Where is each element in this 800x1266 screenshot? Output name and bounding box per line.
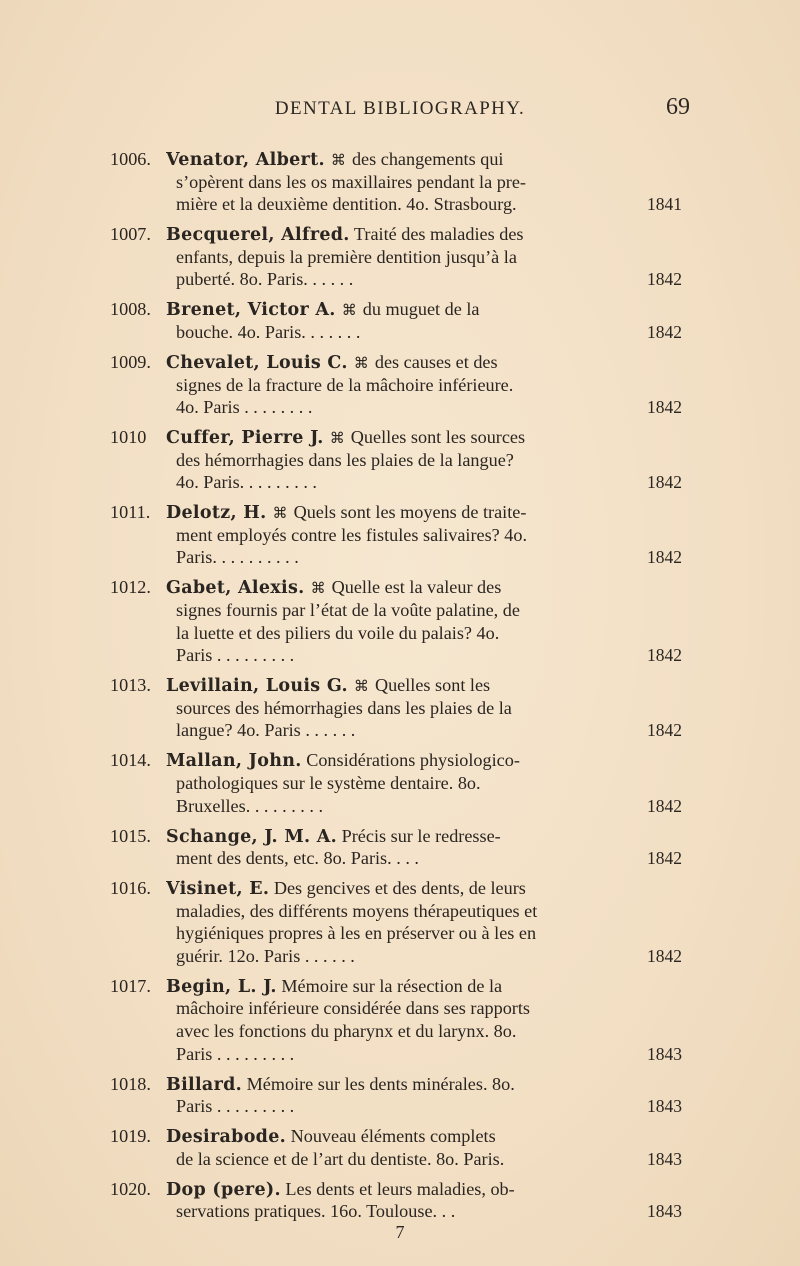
bibliography-entry: [0, 749, 800, 824]
running-title: DENTAL BIBLIOGRAPHY.: [274, 98, 526, 119]
thesis-mark-icon: ⌘: [341, 303, 357, 320]
entry-body-text: ment employés contre les fistules salivaires? 4o.: [176, 524, 528, 545]
entry-line: [0, 374, 800, 397]
entry-author: Desirabode.: [166, 1127, 287, 1148]
entry-body-text: des hémorrhagies dans les plaies de la langue?: [176, 449, 514, 470]
bibliography-entry: [0, 351, 800, 426]
entry-number: 1006.: [110, 149, 151, 169]
entry-text: [176, 922, 632, 945]
entry-body-text: la luette et des piliers du voile du palais? 4o.: [176, 622, 500, 643]
entry-text: [176, 374, 632, 397]
entry-body-text: des causes et des: [370, 351, 498, 372]
entry-body-text: des changements qui: [347, 149, 504, 169]
entry-body-text: Quels sont les moyens de traite-: [289, 502, 527, 523]
entry-body-text: sources des hémorrhagies dans les plaies de la: [176, 697, 512, 718]
entry-text: [176, 171, 632, 194]
entry-line: [0, 945, 800, 968]
entry-body-text: du muguet de la: [358, 299, 480, 320]
entry-body-text: hygiéniques propres à les en préserver ou à les en: [176, 923, 537, 944]
entry-text: [166, 501, 632, 526]
entry-body-text: Mémoire sur la résection de la: [281, 975, 503, 996]
entry-line: [0, 426, 800, 449]
entry-author: Schange, J. M. A.: [166, 826, 338, 847]
entry-body-text: langue? 4o. Paris: [176, 720, 301, 741]
bibliography-list: [0, 148, 800, 1230]
entry-year: 1843: [647, 1096, 682, 1117]
entry-number: 1019.: [110, 1126, 151, 1147]
entry-body-text: Nouveau éléments complets: [290, 1126, 496, 1147]
entry-author: Mallan, John.: [166, 751, 302, 772]
entry-line: [0, 697, 800, 720]
entry-text: [176, 997, 632, 1020]
bibliography-entry: [0, 1073, 800, 1126]
entry-text: [166, 351, 632, 376]
entry-text: [176, 524, 632, 547]
entry-text: [166, 674, 632, 699]
bibliography-entry: [0, 298, 800, 351]
thesis-mark-icon: ⌘: [329, 431, 345, 448]
leader-dots: . . .: [391, 848, 419, 869]
entry-author: Dop (pere).: [166, 1179, 281, 1200]
entry-author: Venator, Albert.: [166, 150, 325, 170]
entry-text: [166, 1178, 632, 1202]
entry-text: [166, 223, 632, 247]
page-header: [0, 94, 800, 130]
leader-dots: . . . . . .: [305, 321, 361, 342]
entry-number: 1020.: [110, 1178, 151, 1199]
entry-year: 1842: [647, 945, 682, 966]
entry-text: [176, 599, 632, 622]
entry-text: [166, 148, 632, 173]
entry-body-text: 4o. Paris.: [176, 472, 245, 493]
entry-text: [176, 622, 632, 645]
entry-text: [176, 847, 632, 870]
leader-dots: . . . . . . . .: [250, 795, 324, 816]
thesis-mark-icon: ⌘: [310, 581, 326, 598]
entry-year: 1842: [647, 848, 682, 869]
entry-year: 1842: [647, 720, 682, 741]
entry-body-text: pathologiques sur le système dentaire. 8o.: [176, 772, 481, 793]
bibliography-entry: [0, 674, 800, 749]
entry-line: [0, 877, 800, 900]
entry-text: [166, 749, 632, 773]
entry-author: Chevalet, Louis C.: [166, 352, 348, 373]
entry-line: [0, 351, 800, 374]
entry-line: [0, 1095, 800, 1118]
entry-author: Gabet, Alexis.: [166, 578, 305, 599]
entry-line: [0, 524, 800, 547]
bibliography-entry: [0, 148, 800, 223]
entry-year: 1842: [647, 795, 682, 816]
entry-body-text: Mémoire sur les dents minérales. 8o.: [246, 1073, 515, 1094]
entry-text: [176, 1200, 632, 1223]
thesis-mark-icon: ⌘: [272, 506, 288, 523]
entry-body-text: puberté. 8o. Paris.: [176, 269, 308, 290]
entry-body-text: mâchoire inférieure considérée dans ses rapports: [176, 998, 530, 1019]
bibliography-entry: [0, 877, 800, 975]
entry-line: [0, 449, 800, 472]
entry-number: 1014.: [110, 750, 151, 771]
entry-number: 1017.: [110, 975, 151, 996]
bibliography-entry: [0, 426, 800, 501]
entry-text: [176, 321, 632, 344]
entry-body-text: guérir. 12o. Paris: [176, 945, 301, 966]
entry-text: [166, 825, 632, 849]
entry-line: [0, 268, 800, 291]
entry-body-text: 4o. Paris: [176, 397, 240, 418]
entry-text: [176, 1095, 632, 1118]
entry-line: [0, 546, 800, 569]
bibliography-entry: [0, 825, 800, 878]
entry-line: [0, 148, 800, 171]
entry-body-text: bouche. 4o. Paris.: [176, 321, 306, 342]
entry-body-text: de la science et de l’art du dentiste. 8o. Paris.: [176, 1148, 505, 1169]
entry-author: Becquerel, Alfred.: [166, 225, 350, 246]
entry-body-text: s’opèrent dans les os maxillaires pendant la pre-: [176, 171, 526, 192]
entry-line: [0, 471, 800, 494]
entry-line: [0, 576, 800, 599]
page-number: 69: [666, 94, 690, 120]
entry-line: [0, 1200, 800, 1223]
entry-number: 1009.: [110, 351, 151, 372]
entry-author: Cuffer, Pierre J.: [166, 428, 324, 449]
entry-text: [166, 576, 632, 601]
entry-body-text: Paris: [176, 645, 213, 666]
entry-text: [176, 1148, 632, 1171]
entry-text: [176, 449, 632, 472]
entry-number: 1010: [110, 427, 147, 448]
entry-text: [176, 644, 632, 667]
entry-line: [0, 1125, 800, 1148]
entry-line: [0, 599, 800, 622]
entry-line: [0, 847, 800, 870]
entry-line: [0, 321, 800, 344]
entry-line: [0, 501, 800, 524]
leader-dots: . . . . . . . . .: [216, 547, 299, 568]
entry-author: Visinet, E.: [166, 879, 270, 900]
entry-text: [176, 1020, 632, 1043]
entry-author: Brenet, Victor A.: [166, 300, 336, 321]
leader-dots: . . . . . .: [300, 945, 355, 966]
entry-year: 1843: [647, 1043, 682, 1064]
bibliography-entry: [0, 975, 800, 1073]
entry-text: [176, 795, 632, 818]
entry-year: 1841: [647, 194, 682, 215]
thesis-mark-icon: ⌘: [353, 679, 369, 696]
entry-line: [0, 171, 800, 194]
entry-author: Billard.: [166, 1074, 243, 1095]
entry-line: [0, 622, 800, 645]
entry-body-text: enfants, depuis la première dentition jusqu’à la: [176, 246, 517, 267]
entry-line: [0, 1148, 800, 1171]
entry-year: 1842: [647, 321, 682, 342]
entry-line: [0, 1020, 800, 1043]
entry-text: [176, 546, 632, 569]
entry-text: [176, 1043, 632, 1066]
entry-year: 1842: [647, 645, 682, 666]
entry-line: [0, 1043, 800, 1066]
entry-number: 1011.: [110, 502, 151, 523]
thesis-mark-icon: ⌘: [353, 355, 369, 372]
entry-body-text: maladies, des différents moyens thérapeutiques et: [176, 900, 538, 921]
leader-dots: . . . . .: [307, 269, 354, 290]
entry-body-text: Paris: [176, 1096, 213, 1117]
entry-line: [0, 223, 800, 246]
leader-dots: . . . . . . . .: [239, 397, 313, 418]
leader-dots: . .: [437, 1201, 456, 1222]
bibliography-entry: [0, 501, 800, 576]
entry-number: 1015.: [110, 825, 151, 846]
entry-number: 1012.: [110, 577, 151, 598]
entry-line: [0, 719, 800, 742]
entry-line: [0, 298, 800, 321]
signature-mark: 7: [395, 1222, 405, 1242]
entry-text: [176, 396, 632, 419]
entry-text: [166, 1073, 632, 1097]
entry-line: [0, 795, 800, 818]
entry-text: [166, 877, 632, 901]
entry-line: [0, 772, 800, 795]
entry-body-text: signes de la fracture de la mâchoire inférieure.: [176, 374, 514, 395]
entry-text: [166, 1125, 632, 1149]
entry-line: [0, 396, 800, 419]
entry-line: [0, 1073, 800, 1096]
entry-year: 1842: [647, 269, 682, 290]
entry-line: [0, 900, 800, 923]
entry-year: 1842: [647, 547, 682, 568]
entry-author: Delotz, H.: [166, 503, 267, 524]
entry-body-text: Considérations physiologico-: [306, 750, 520, 771]
entry-text: [176, 772, 632, 795]
entry-text: [176, 471, 632, 494]
entry-number: 1007.: [110, 224, 151, 245]
entry-body-text: Traité des maladies des: [353, 224, 524, 245]
entry-line: [0, 975, 800, 998]
entry-line: [0, 246, 800, 269]
entry-text: [166, 975, 632, 999]
entry-body-text: Paris: [176, 1043, 213, 1064]
entry-line: [0, 749, 800, 772]
entry-year: 1842: [647, 472, 682, 493]
entry-body-text: Bruxelles.: [176, 795, 251, 816]
entry-text: [176, 268, 632, 291]
entry-body-text: signes fournis par l’état de la voûte palatine, de: [176, 600, 520, 621]
entry-author: Begin, L. J.: [166, 976, 277, 997]
bibliography-entry: [0, 576, 800, 674]
bibliography-entry: [0, 1125, 800, 1178]
entry-text: [166, 298, 632, 323]
entry-text: [176, 246, 632, 269]
leader-dots: . . . . . . . . .: [212, 1043, 295, 1064]
entry-line: [0, 644, 800, 667]
entry-body-text: Précis sur le redresse-: [341, 825, 501, 846]
thesis-mark-icon: ⌘: [330, 153, 346, 169]
bibliography-entry: [0, 223, 800, 298]
leader-dots: . . . . . . . . .: [212, 645, 295, 666]
entry-line: [0, 825, 800, 848]
entry-number: 1018.: [110, 1073, 151, 1094]
leader-dots: . . . . . .: [300, 720, 356, 741]
entry-body-text: Des gencives et des dents, de leurs: [273, 878, 526, 899]
entry-line: [0, 193, 800, 216]
entry-body-text: Les dents et leurs maladies, ob-: [285, 1178, 515, 1199]
entry-number: 1013.: [110, 675, 151, 696]
entry-body-text: ment des dents, etc. 8o. Paris.: [176, 848, 392, 869]
entry-number: 1008.: [110, 299, 151, 320]
entry-year: 1843: [647, 1201, 682, 1222]
entry-line: [0, 1178, 800, 1201]
entry-text: [176, 719, 632, 742]
entry-body-text: mière et la deuxième dentition. 4o. Strasbourg.: [176, 194, 517, 215]
leader-dots: . . . . . . . . .: [212, 1096, 295, 1117]
entry-year: 1843: [647, 1148, 682, 1169]
entry-line: [0, 674, 800, 697]
entry-body-text: avec les fonctions du pharynx et du larynx. 8o.: [176, 1021, 517, 1042]
entry-body-text: servations pratiques. 16o. Toulouse.: [176, 1201, 438, 1222]
entry-body-text: Quelles sont les sources: [346, 427, 526, 448]
entry-text: [176, 697, 632, 720]
entry-text: [166, 426, 632, 451]
entry-year: 1842: [647, 397, 682, 418]
entry-number: 1016.: [110, 878, 151, 899]
entry-text: [176, 900, 632, 923]
entry-author: Levillain, Louis G.: [166, 676, 348, 697]
entry-text: [176, 945, 632, 968]
entry-line: [0, 997, 800, 1020]
entry-body-text: Paris.: [176, 547, 217, 568]
entry-body-text: Quelle est la valeur des: [327, 577, 502, 598]
leader-dots: . . . . . . . .: [244, 472, 317, 493]
entry-body-text: Quelles sont les: [370, 675, 491, 696]
entry-text: [176, 193, 632, 216]
entry-line: [0, 922, 800, 945]
